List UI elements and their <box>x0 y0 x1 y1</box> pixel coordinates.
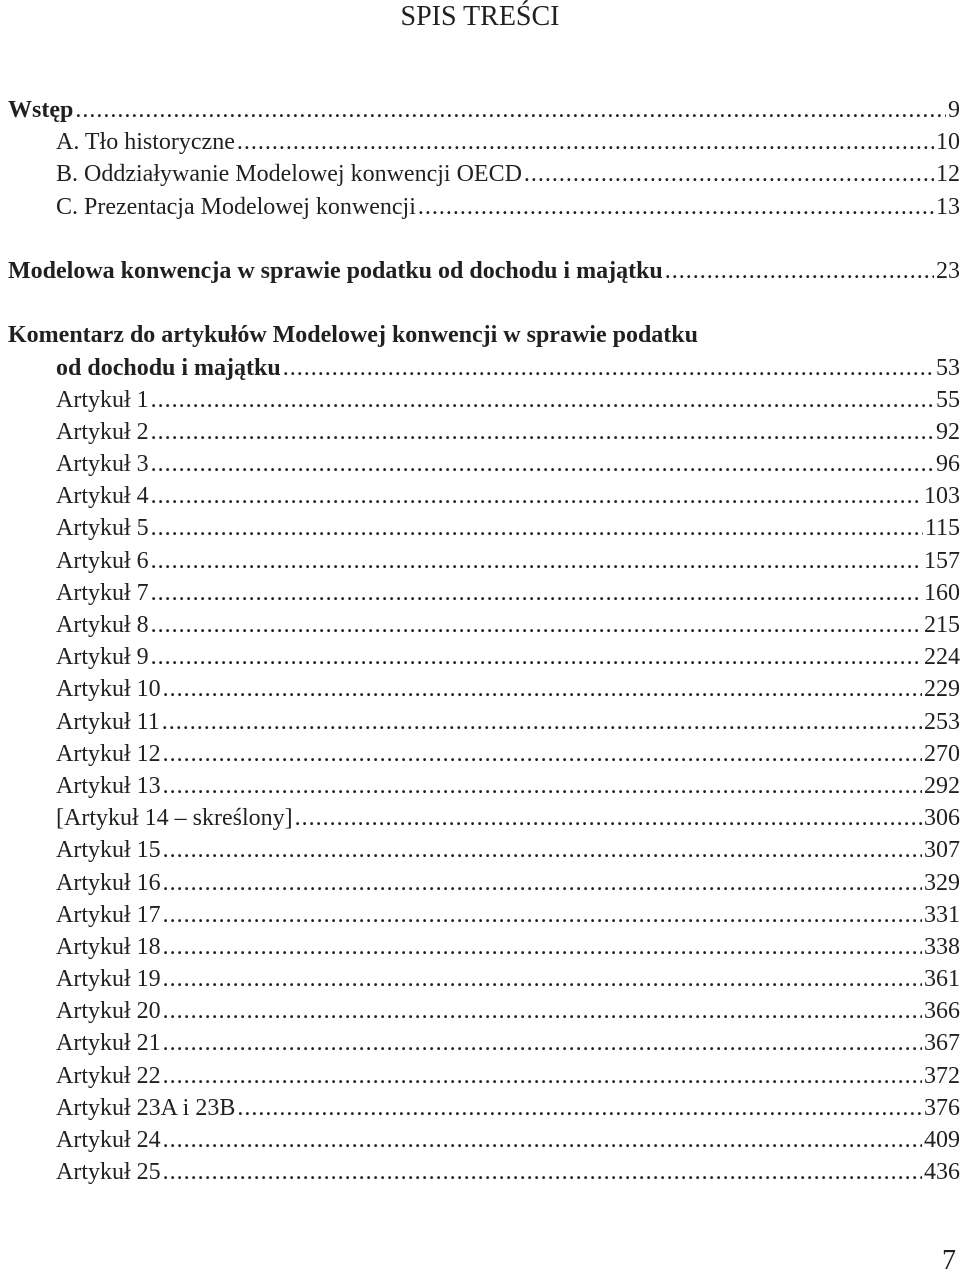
dot-leader <box>75 94 946 126</box>
toc-entry-article[interactable] <box>8 706 960 738</box>
toc-page-number: 361 <box>924 966 960 993</box>
toc-entry-label: od dochodu i majątku <box>56 354 281 381</box>
toc-entry-article[interactable] <box>8 1092 960 1124</box>
toc-page-number: 92 <box>936 418 960 445</box>
toc-entry-label: Artykuł 15 <box>56 837 161 864</box>
dot-leader <box>151 577 922 609</box>
dot-leader <box>151 480 922 512</box>
toc-entry-convention[interactable] <box>8 255 960 287</box>
page-title: SPIS TREŚCI <box>400 1 560 32</box>
toc-entry-article[interactable] <box>8 738 960 770</box>
toc-entry-label: Artykuł 20 <box>56 998 161 1025</box>
toc-entry-intro-a[interactable] <box>8 126 960 158</box>
toc-entry-article[interactable] <box>8 448 960 480</box>
dot-leader <box>163 963 922 995</box>
toc-page-number: 306 <box>924 805 960 832</box>
toc-entry-article[interactable] <box>8 673 960 705</box>
toc-entry-article[interactable] <box>8 641 960 673</box>
toc-page-number: 160 <box>924 579 960 606</box>
dot-leader <box>163 867 922 899</box>
dot-leader <box>151 416 934 448</box>
dot-leader <box>151 512 923 544</box>
dot-leader <box>524 158 934 190</box>
toc-entry-label: Artykuł 18 <box>56 933 161 960</box>
toc-entry-label: Artykuł 19 <box>56 966 161 993</box>
toc-entry-article[interactable] <box>8 867 960 899</box>
toc-entry-article[interactable] <box>8 770 960 802</box>
toc-entry-label: B. Oddziaływanie Modelowej konwencji OECD <box>56 161 522 188</box>
toc-entry-article[interactable] <box>8 963 960 995</box>
toc-entry-article[interactable] <box>8 480 960 512</box>
dot-leader <box>237 126 934 158</box>
dot-leader <box>163 899 922 931</box>
toc-page-number: 12 <box>936 161 960 188</box>
dot-leader <box>151 609 922 641</box>
toc-entry-label: Artykuł 10 <box>56 676 161 703</box>
toc-page-number: 157 <box>924 547 960 574</box>
toc-page-number: 331 <box>924 901 960 928</box>
toc-page-number: 215 <box>924 612 960 638</box>
toc-page-number: 55 <box>936 386 960 413</box>
dot-leader <box>163 738 922 770</box>
toc-entry-label: Artykuł 1 <box>56 386 149 413</box>
dot-leader <box>418 191 934 223</box>
toc-entry-intro-c[interactable] <box>8 191 960 223</box>
toc-page-number: 23 <box>936 257 960 284</box>
dot-leader <box>163 770 922 802</box>
dot-leader <box>163 1124 922 1156</box>
dot-leader <box>162 706 922 738</box>
toc-entry-label: Artykuł 21 <box>56 1030 161 1057</box>
toc-page-number: 229 <box>924 676 960 703</box>
toc-entry-label: Artykuł 12 <box>56 740 161 767</box>
toc-entry-label: Artykuł 9 <box>56 644 149 671</box>
dot-leader <box>151 641 922 673</box>
toc-entry-label: Artykuł 11 <box>56 708 160 735</box>
dot-leader <box>163 1060 922 1092</box>
toc-page-number: 96 <box>936 451 960 478</box>
dot-leader <box>295 802 922 834</box>
toc-page-number: 270 <box>924 740 960 767</box>
toc-entry-commentary-line1[interactable]: Komentarz do artykułów Modelowej konwencji w sprawie podatku <box>8 322 698 349</box>
dot-leader <box>163 834 922 866</box>
toc-page-number: 9 <box>948 97 960 123</box>
toc-entry-label: C. Prezentacja Modelowej konwencji <box>56 193 416 220</box>
toc-page-number: 307 <box>924 837 960 864</box>
toc-page-number: 103 <box>924 483 960 510</box>
dot-leader <box>163 1156 922 1188</box>
toc-entry-article[interactable] <box>8 1156 960 1188</box>
dot-leader <box>163 931 922 963</box>
toc-page-number: 115 <box>924 515 960 542</box>
toc-entry-article[interactable] <box>8 384 960 416</box>
toc-entry-label: Artykuł 25 <box>56 1159 161 1186</box>
dot-leader <box>665 255 934 287</box>
toc-entry-article[interactable] <box>8 899 960 931</box>
toc-entry-label: Artykuł 2 <box>56 418 149 445</box>
toc-entry-label: Artykuł 6 <box>56 547 149 574</box>
toc-page-number: 338 <box>924 933 960 960</box>
toc-entry-article[interactable] <box>8 512 960 544</box>
toc-page-number: 13 <box>936 193 960 220</box>
toc-page-number: 372 <box>924 1062 960 1089</box>
toc-entry-article[interactable] <box>8 931 960 963</box>
toc-entry-article[interactable] <box>8 545 960 577</box>
toc-entry-label: Artykuł 3 <box>56 451 149 478</box>
dot-leader <box>283 352 934 384</box>
toc-page-number: 10 <box>936 129 960 156</box>
dot-leader <box>163 673 922 705</box>
toc-entry-label: Artykuł 4 <box>56 483 149 510</box>
toc-entry-article[interactable] <box>8 1027 960 1059</box>
toc-entry-article[interactable] <box>8 995 960 1027</box>
toc-entry-label: Modelowa konwencja w sprawie podatku od dochodu i majątku <box>8 257 663 284</box>
dot-leader <box>237 1092 922 1124</box>
toc-entry-label: Wstęp <box>8 97 74 123</box>
toc-entry-label: Artykuł 7 <box>56 579 149 606</box>
toc-entry-label: Artykuł 8 <box>56 612 149 638</box>
toc-entry-label: Artykuł 23A i 23B <box>56 1094 236 1121</box>
toc-entry-intro-b[interactable] <box>8 158 960 190</box>
toc-page-number: 292 <box>924 772 960 799</box>
toc-entry-label: Artykuł 22 <box>56 1062 161 1089</box>
toc-entry-label: Artykuł 17 <box>56 901 161 928</box>
toc-page-number: 366 <box>924 998 960 1025</box>
toc-entry-label: Artykuł 5 <box>56 515 149 542</box>
toc-page-number: 376 <box>924 1094 960 1121</box>
spacer <box>8 287 960 319</box>
page-number: 7 <box>942 1245 956 1276</box>
dot-leader <box>151 384 934 416</box>
toc-entry-article[interactable] <box>8 1124 960 1156</box>
toc-entry-article[interactable] <box>8 802 960 834</box>
toc-entry-label: Artykuł 24 <box>56 1127 161 1153</box>
toc-entry-label: [Artykuł 14 – skreślony] <box>56 805 293 832</box>
toc-entry-article[interactable] <box>8 1060 960 1092</box>
toc-entry-intro[interactable] <box>8 94 960 126</box>
toc-entry-label: Artykuł 13 <box>56 772 161 799</box>
dot-leader <box>151 448 934 480</box>
toc-entry-article[interactable] <box>8 609 960 641</box>
dot-leader <box>163 1027 922 1059</box>
toc-page-number: 367 <box>924 1030 960 1057</box>
spacer <box>8 223 960 255</box>
toc-page-number: 53 <box>936 354 960 381</box>
dot-leader <box>151 545 922 577</box>
toc-page-number: 409 <box>924 1127 960 1153</box>
toc-entry-article[interactable] <box>8 834 960 866</box>
toc-page-number: 329 <box>924 869 960 896</box>
toc-page-number: 253 <box>924 708 960 735</box>
dot-leader <box>163 995 922 1027</box>
toc-entry-article[interactable] <box>8 577 960 609</box>
article-list <box>8 384 960 1189</box>
toc-page-number: 224 <box>924 644 960 671</box>
toc-page-number: 436 <box>924 1159 960 1186</box>
toc-entry-article[interactable] <box>8 416 960 448</box>
table-of-contents <box>8 94 960 1188</box>
toc-entry-commentary[interactable] <box>8 352 960 384</box>
toc-entry-label: A. Tło historyczne <box>56 129 235 156</box>
toc-entry-label: Artykuł 16 <box>56 869 161 896</box>
